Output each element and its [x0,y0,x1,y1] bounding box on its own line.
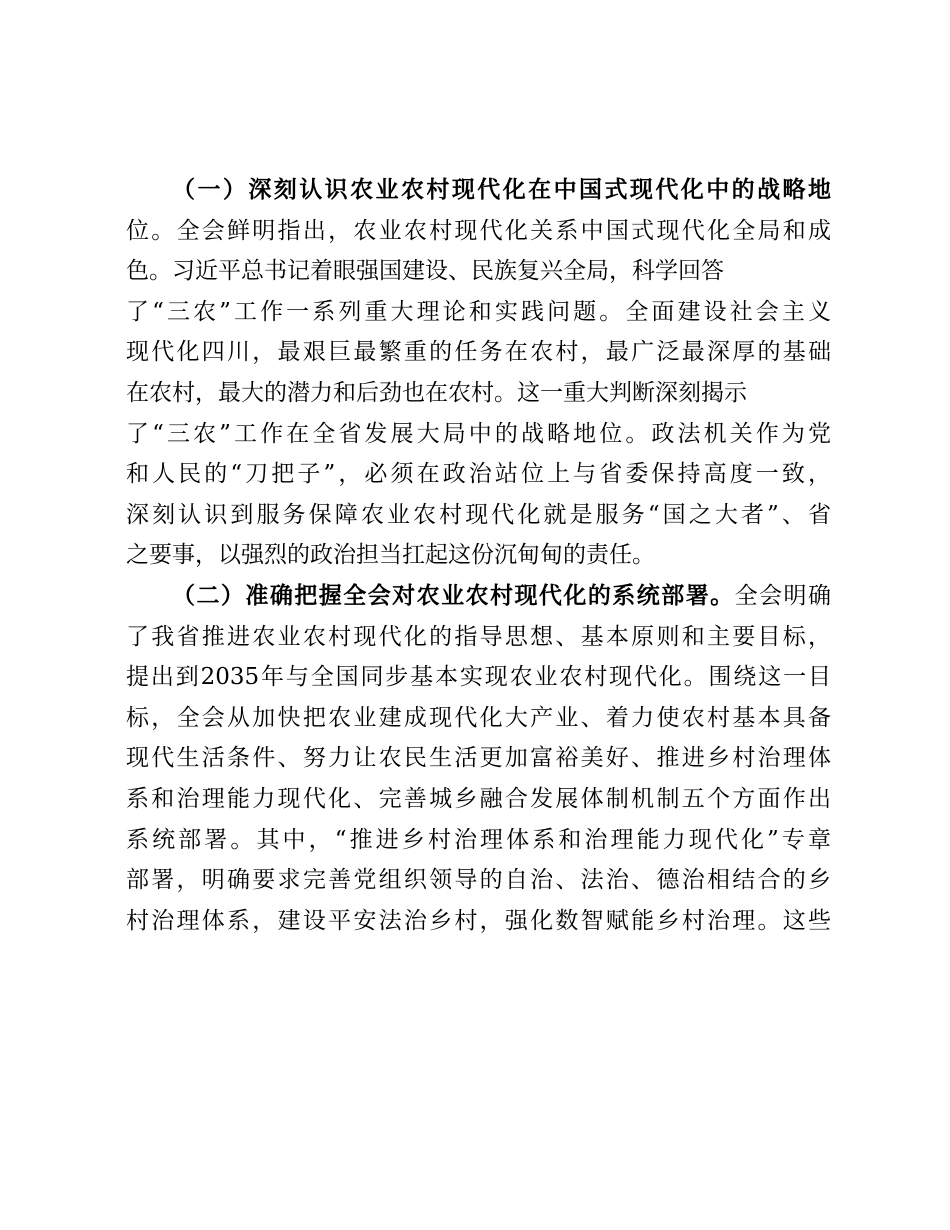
paragraph-1-line-9: 之要事，以强烈的政治担当扛起这份沉甸甸的责任。 [126,542,655,569]
paragraph-2-line-1: 了我省推进农业农村现代化的指导思想、基本原则和主要目标， [126,623,831,650]
paragraph-2-line-4: 现代生活条件、努力让农民生活更加富裕美好、推进乡村治理体 [126,745,831,772]
paragraph-1-line-1: 位。全会鲜明指出，农业农村现代化关系中国式现代化全局和成 [126,217,831,244]
paragraph-2-heading-tail: 全会明确 [734,582,832,609]
paragraph-1-line-8: 深刻认识到服务保障农业农村现代化就是服务“国之大者”、省 [126,501,831,528]
paragraph-1-heading: （一）深刻认识农业农村现代化在中国式现代化中的战略地 [172,176,831,203]
paragraph-1-line-2: 色。习近平总书记着眼强国建设、民族复兴全局，科学回答 [126,258,724,285]
paragraph-1-line-4: 现代化四川，最艰巨最繁重的任务在农村，最广泛最深厚的基础 [126,339,831,366]
paragraph-2-line-5: 系和治理能力现代化、完善城乡融合发展体制机制五个方面作出 [126,785,831,812]
paragraph-2-line-7: 部署，明确要求完善党组织领导的自治、法治、德治相结合的乡 [126,867,831,894]
paragraph-2-line-6: 系统部署。其中，“推进乡村治理体系和治理能力现代化”专章 [126,826,831,853]
paragraph-2-line-8: 村治理体系，建设平安法治乡村，强化数智赋能乡村治理。这些 [126,907,831,934]
paragraph-1-line-3: 了“三农”工作一系列重大理论和实践问题。全面建设社会主义 [126,298,831,325]
paragraph-1-line-7: 和人民的“刀把子”，必须在政治站位上与省委保持高度一致， [126,461,831,488]
paragraph-2-line-2: 提出到2035年与全国同步基本实现农业农村现代化。围绕这一目 [126,664,831,691]
paragraph-1-line-5: 在农村，最大的潜力和后劲也在农村。这一重大判断深刻揭示 [126,379,747,406]
paragraph-2-heading: （二）准确把握全会对农业农村现代化的系统部署。 [172,581,735,609]
document-body [126,170,831,941]
paragraph-1-line-6: 了“三农”工作在全省发展大局中的战略地位。政法机关作为党 [126,420,831,447]
paragraph-2-line-3: 标，全会从加快把农业建成现代化大产业、着力使农村基本具备 [126,704,831,731]
paragraph-2-first-line [126,576,831,617]
